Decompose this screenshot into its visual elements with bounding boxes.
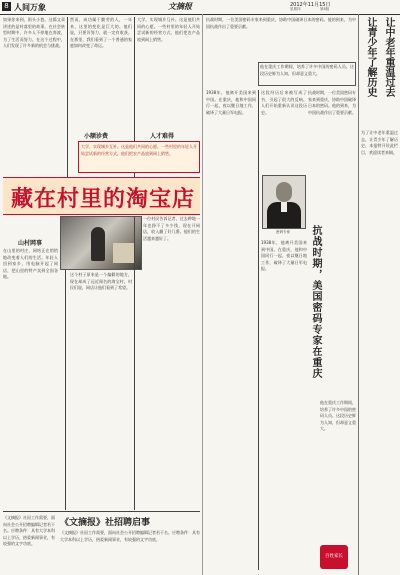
vertical-headline-codebreaker: 抗战时期，美国密码专家在重庆 (310, 225, 321, 379)
left-col-1-top: 如果你来到，街头小巷。这篇文章讲述的是村落里的故事，在社会转型时期中，许多人不停地在奔波，为了生活而努力。在这个过程中，人们发现了许多新的机会与挑战。 (3, 17, 65, 48)
right-top-strip: 抗战时期，一位美国密码专家来到重庆，协助中国破译日本的密码。他的到来，为中国抗战作出了重要贡献。 (206, 17, 356, 29)
divider (65, 270, 66, 510)
left-col-1-bottom: 在山里的村庄，网络正在悄悄地改变着人们的生活。年轻人回到家乡，用电脑开起了网店，把山里的特产卖到全国各地。 (3, 248, 58, 279)
left-col-3-top: 大学，实现城乡互补。这是他们共同的心愿。一些村里的年轻人开始尝试新的经营方式，他们把农产品放到网上销售。 (137, 17, 200, 42)
divider (358, 14, 359, 575)
badge-text: 百姓家长 (325, 554, 343, 559)
editor-note-box (258, 62, 356, 86)
photo-boxes-shape (113, 243, 135, 263)
divider (67, 17, 68, 177)
subhead-mountain: 山村网事 (18, 240, 43, 247)
feature-headline: 藏在村里的淘宝店 (11, 187, 196, 212)
page-number: 8 (2, 2, 11, 11)
issue-date: 2012年11月15日 (290, 2, 331, 8)
feature-photo (60, 216, 142, 270)
right-col-2-bottom: 1938年，他离开美国来到中国。在重庆，他和中国同行一起，夜以继日地工作，破译了大量日军电报。 (261, 240, 307, 271)
photo-person-shape (91, 227, 105, 261)
vertical-headline-right-2: 让青少年了解历史 (365, 17, 376, 97)
portrait-photo (262, 175, 306, 229)
subhead-small-clinic: 小额诊费 (84, 133, 109, 140)
promo-box-text: 大学，实现城乡互补。这是他们共同的心愿。一些村里的年轻人开始尝试新的经营方式，他们把农产品放到网上销售。 (81, 144, 197, 156)
promo-box (78, 141, 200, 173)
page-gutter (202, 14, 203, 575)
subhead-human-dilemma: 人才难得 (150, 133, 175, 140)
issue-weekday: 星期四 (290, 7, 301, 11)
issue-page-label: 第8版 (320, 7, 330, 11)
portrait-caption: 密码专家 (276, 230, 290, 234)
recruit-body-left: 《文摘报》社因工作需要，面向社会公开招聘编辑记者若干名。应聘条件：具有大学本科以上学历，热爱新闻事业，有较强的文字功底。 (3, 515, 55, 546)
far-right-body: 为了让中老年重温过去，让青少年了解历史，本报特开设此栏目，欢迎读者来稿。 (361, 130, 398, 155)
divider (258, 90, 259, 570)
right-col-3-bottom: 他在重庆工作期间，培养了许多中国的密码人员。这段历史鲜为人知，但却意义重大。 (320, 400, 356, 431)
right-col-3: 抗战时期，一位美国密码专家来到重庆，协助中国破译日本的密码。他的到来，为中国抗战作出了重要贡献。 (308, 90, 356, 115)
section-title: 人间万象 (14, 3, 46, 12)
right-col-2: 这段经历后来被写成了书，引起了很大的反响。人们开始重新认识这段历史。 (261, 90, 307, 115)
left-col-3-bottom: 一位村民告诉记者，过去种地一年也挣不了多少钱，现在开网店，收入翻了好几番。他们的生活越来越好了。 (143, 216, 200, 241)
portrait-head-shape (276, 182, 292, 202)
recruit-headline: 《文摘报》社招聘启事 (60, 518, 151, 528)
divider (134, 216, 135, 510)
divider (3, 511, 200, 512)
right-col-1: 1938年，他离开美国来到中国。在重庆，他和中国同行一起，夜以继日地工作，破译了大量日军电报。 (206, 90, 256, 115)
portrait-collar-shape (281, 202, 287, 212)
left-col-2-bottom: 这个村子原来是一个偏僻的地方，现在却成了远近闻名的淘宝村。村民们说，网店让他们看到了希望。 (70, 272, 132, 290)
feature-banner (3, 177, 200, 215)
masthead: 文摘报 (168, 2, 192, 11)
vertical-headline-right-1: 让中老年重温过去 (383, 17, 394, 97)
badge-logo (320, 545, 348, 569)
editor-note-text: 他在重庆工作期间，培养了许多中国的密码人员。这段历史鲜为人知，但却意义重大。 (260, 64, 354, 76)
left-col-2-top: 然而，成功属于勤劳的人，一年来，这里的变化是巨大的。他们说，只要肯努力，就一定有收获。在那里，我们看到了一个普通的家庭如何改变了命运。 (70, 17, 132, 48)
page-header (0, 0, 400, 15)
recruit-body: 《文摘报》社因工作需要，面向社会公开招聘编辑记者若干名。应聘条件：具有大学本科以上学历，热爱新闻事业，有较强的文字功底。 (60, 530, 200, 542)
